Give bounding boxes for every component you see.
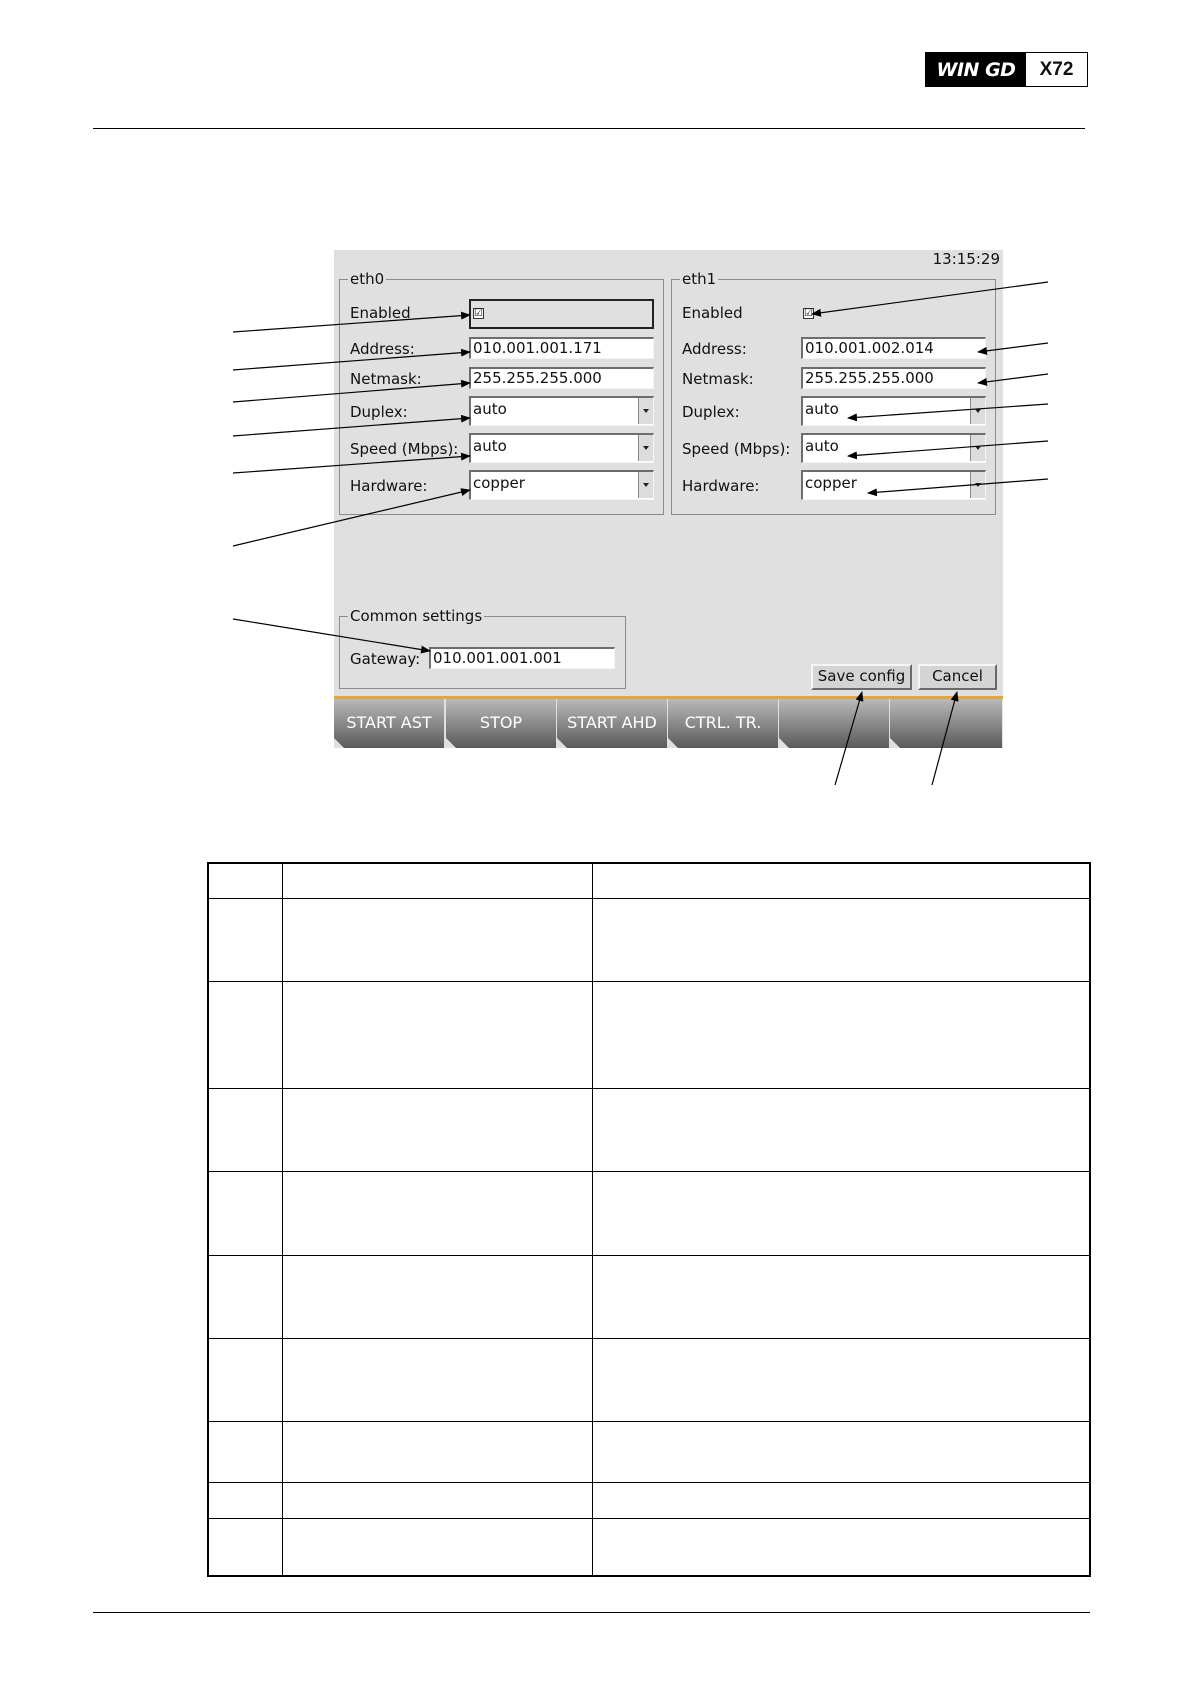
table-row bbox=[208, 981, 1090, 1088]
eth1-title: eth1 bbox=[682, 270, 717, 288]
softkey-start-ahd[interactable]: START AHD bbox=[557, 699, 668, 748]
gateway-label: Gateway: bbox=[350, 650, 421, 668]
clock: 13:15:29 bbox=[932, 250, 1000, 268]
eth1-netmask-label: Netmask: bbox=[682, 370, 754, 388]
table-row bbox=[208, 1518, 1090, 1576]
callout-line bbox=[233, 352, 470, 370]
softkey-start-ast[interactable]: START AST bbox=[334, 699, 445, 748]
callout-line bbox=[233, 383, 470, 402]
callout-line bbox=[233, 315, 470, 332]
eth1-netmask-input[interactable]: 255.255.255.000 bbox=[801, 367, 986, 389]
table-header-row bbox=[208, 863, 1090, 898]
callout-line bbox=[812, 282, 1048, 314]
eth1-speed-value: auto bbox=[805, 437, 839, 455]
eth0-address-input[interactable]: 010.001.001.171 bbox=[469, 337, 654, 359]
eth0-duplex-label: Duplex: bbox=[350, 403, 408, 421]
eth0-duplex-value: auto bbox=[473, 400, 507, 418]
eth1-enabled-checkbox[interactable]: ☑ bbox=[804, 308, 813, 319]
callout-line bbox=[978, 343, 1048, 352]
eth0-speed-value: auto bbox=[473, 437, 507, 455]
callout-line bbox=[233, 619, 430, 651]
eth0-netmask-label: Netmask: bbox=[350, 370, 422, 388]
callout-line bbox=[868, 479, 1048, 493]
brand-logo: WIN GD bbox=[926, 53, 1026, 86]
description-table bbox=[207, 862, 1091, 1577]
callout-line bbox=[233, 418, 470, 436]
footer-rule bbox=[93, 1612, 1090, 1613]
eth0-address-label: Address: bbox=[350, 340, 415, 358]
table-row bbox=[208, 1482, 1090, 1518]
cancel-button[interactable]: Cancel bbox=[918, 664, 997, 690]
table-row bbox=[208, 898, 1090, 981]
callout-line bbox=[932, 692, 957, 785]
callout-line bbox=[848, 404, 1048, 418]
callout-line bbox=[835, 692, 862, 785]
common-settings-title: Common settings bbox=[350, 607, 483, 625]
eth1-duplex-label: Duplex: bbox=[682, 403, 740, 421]
table-row bbox=[208, 1255, 1090, 1338]
eth0-speed-label: Speed (Mbps): bbox=[350, 440, 459, 458]
save-config-button[interactable]: Save config bbox=[811, 664, 912, 690]
eth1-address-label: Address: bbox=[682, 340, 747, 358]
eth1-hardware-label: Hardware: bbox=[682, 477, 760, 495]
callout-line bbox=[233, 490, 470, 546]
table-row bbox=[208, 1421, 1090, 1482]
softkey-stop[interactable]: STOP bbox=[446, 699, 557, 748]
eth0-enabled-label: Enabled bbox=[350, 304, 411, 322]
eth1-duplex-value: auto bbox=[805, 400, 839, 418]
eth1-address-input[interactable]: 010.001.002.014 bbox=[801, 337, 986, 359]
eth1-speed-label: Speed (Mbps): bbox=[682, 440, 791, 458]
table-row bbox=[208, 1088, 1090, 1171]
eth0-hardware-label: Hardware: bbox=[350, 477, 428, 495]
softkey-ctrl-tr[interactable]: CTRL. TR. bbox=[668, 699, 779, 748]
eth0-enabled-checkbox[interactable]: ☑ bbox=[474, 308, 483, 319]
eth0-title: eth0 bbox=[350, 270, 385, 288]
engine-model: X72 bbox=[1039, 58, 1074, 80]
callout-line bbox=[978, 374, 1048, 383]
table-row bbox=[208, 1338, 1090, 1421]
eth0-hardware-value: copper bbox=[473, 474, 525, 492]
callout-line bbox=[233, 456, 470, 473]
callout-line bbox=[848, 441, 1048, 456]
eth0-netmask-input[interactable]: 255.255.255.000 bbox=[469, 367, 654, 389]
table-row bbox=[208, 1171, 1090, 1255]
gateway-input[interactable]: 010.001.001.001 bbox=[429, 647, 615, 669]
eth1-hardware-value: copper bbox=[805, 474, 857, 492]
eth1-enabled-label: Enabled bbox=[682, 304, 743, 322]
